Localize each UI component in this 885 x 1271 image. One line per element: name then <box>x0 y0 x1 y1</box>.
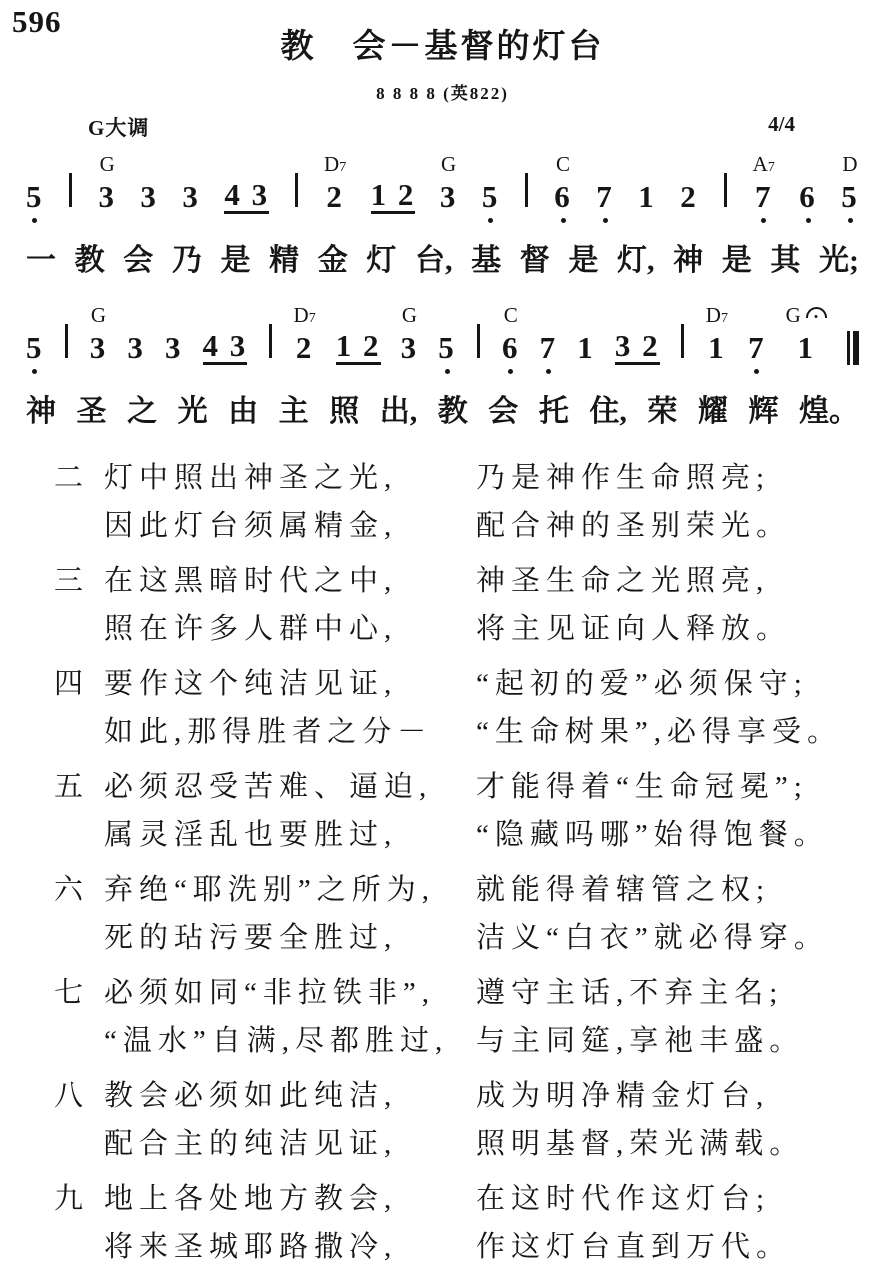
verse-line <box>104 914 857 962</box>
notation-row <box>26 146 859 227</box>
lyric-syllable: 金 <box>317 244 348 277</box>
verse-number: 二 <box>54 462 84 494</box>
barline <box>722 146 728 227</box>
note: 1 <box>638 179 656 214</box>
note: G 3 <box>400 303 419 365</box>
lyric-syllable: 会 <box>488 395 519 428</box>
lyric-syllable: 乃 <box>171 244 202 277</box>
note: 3 <box>127 330 145 365</box>
verse <box>54 969 857 1065</box>
verse-text-right: 将主见证向人释放。 <box>476 613 792 645</box>
lyric-syllable: 台, <box>415 244 453 277</box>
verse-text-left: 必须忍受苦难、逼迫, <box>104 771 433 803</box>
note: C 6 <box>502 303 520 378</box>
verse-text-right: 作这灯台直到万代。 <box>476 1231 792 1263</box>
verse-lines <box>104 557 857 653</box>
lyric-syllable: 荣 <box>647 395 678 428</box>
verse-text-left: 地上各处地方教会, <box>104 1183 398 1215</box>
lyric-syllable: 托 <box>538 395 569 428</box>
lyric-syllable: 煌。 <box>798 395 859 428</box>
verse-text-right: 与主同筵,享祂丰盛。 <box>476 1025 805 1057</box>
verse-text-left: 属灵淫乱也要胜过, <box>104 819 398 851</box>
lyrics-row <box>26 235 859 279</box>
verse-text-right: 照明基督,荣光满载。 <box>476 1128 805 1160</box>
barline <box>267 297 273 378</box>
verse-text-left: 要作这个纯洁见证, <box>104 668 398 700</box>
lyric-syllable: 灯, <box>617 244 655 277</box>
verse-number: 三 <box>54 565 84 597</box>
verse-line <box>104 811 857 859</box>
barline <box>476 297 482 378</box>
note: 5 <box>26 152 44 227</box>
page-title: 教 会－基督的灯台 <box>280 29 605 65</box>
chord-symbol: G <box>441 152 457 176</box>
barline <box>680 297 686 378</box>
lyric-syllable: 督 <box>519 244 550 277</box>
music-system-1 <box>26 146 859 279</box>
lyric-syllable: 精 <box>269 244 300 277</box>
lyric-syllable: 照 <box>329 395 360 428</box>
note: 1 2 <box>335 328 381 363</box>
note: 3 <box>140 179 158 214</box>
note: G 3 <box>439 152 458 214</box>
verse-text-left: 死的玷污要全胜过, <box>104 922 398 954</box>
verse-lines <box>104 454 857 550</box>
verse-text-right: “生命树果”,必得享受。 <box>476 716 842 748</box>
verse-text-left: 将来圣城耶路撒冷, <box>104 1231 398 1263</box>
verse-text-left: 如此,那得胜者之分－ <box>104 716 433 748</box>
note: 4 3 <box>224 177 270 212</box>
notation-row <box>26 297 859 378</box>
lyric-syllable: 耀 <box>697 395 728 428</box>
verse <box>54 454 857 550</box>
verse-text-right: 就能得着辖管之权; <box>476 874 771 906</box>
verse-text-left: 照在许多人群中心, <box>104 613 398 645</box>
lyric-syllable: 神 <box>26 395 56 428</box>
verse-text-left: 配合主的纯洁见证, <box>104 1128 398 1160</box>
note: 1 <box>577 330 595 365</box>
verse-line <box>104 660 857 708</box>
verse-number: 九 <box>54 1183 84 1215</box>
music-system-2 <box>26 297 859 430</box>
verse-line <box>104 1017 857 1065</box>
note: 3 <box>182 179 200 214</box>
note: 3 <box>164 330 183 365</box>
verse <box>54 660 857 756</box>
note: 1 2 <box>370 177 416 212</box>
note: A7 7 <box>753 152 775 227</box>
verse-line <box>104 1072 857 1120</box>
note: 4 3 <box>202 328 248 363</box>
verse-text-left: 教会必须如此纯洁, <box>104 1080 398 1112</box>
lyric-syllable: 教 <box>437 395 468 428</box>
barline <box>64 297 70 378</box>
note: 5 <box>26 303 44 378</box>
note: 3 2 <box>614 328 660 363</box>
lyric-syllable: 神 <box>673 244 704 277</box>
note: G 1 <box>786 303 827 378</box>
time-signature: 4/4 <box>768 112 795 136</box>
note: 7 <box>748 303 766 378</box>
verse-lines <box>104 866 857 962</box>
verse-lines <box>104 660 857 756</box>
note: C 6 <box>554 152 572 227</box>
chord-symbol: D7 <box>324 152 347 176</box>
verse-line <box>104 866 857 914</box>
verse-text-left: 灯中照出神圣之光, <box>104 462 398 494</box>
key-signature: G大调 <box>88 116 150 140</box>
verse-line <box>104 502 857 550</box>
lyric-syllable: 由 <box>228 395 259 428</box>
verse <box>54 1175 857 1271</box>
lyric-syllable: 其 <box>770 244 801 277</box>
lyric-syllable: 光; <box>819 244 859 277</box>
chord-symbol: G <box>90 303 107 327</box>
verse-text-right: 遵守主话,不弃主名; <box>476 977 784 1009</box>
verse-text-left: 因此灯台须属精金, <box>104 510 398 542</box>
final-barline <box>847 304 859 378</box>
note: D7 2 <box>293 303 316 365</box>
note: 5 <box>438 303 456 378</box>
verse-line <box>104 1120 857 1168</box>
note: D7 1 <box>705 303 728 365</box>
hymn-number: 596 <box>12 4 62 39</box>
chord-symbol: D <box>842 152 858 176</box>
note: 7 <box>596 152 614 227</box>
verse-line <box>104 708 857 756</box>
verse-line <box>104 605 857 653</box>
verse-text-right: 洁义“白衣”就必得穿。 <box>476 922 829 954</box>
lyric-syllable: 圣 <box>76 395 107 428</box>
verse-text-right: 成为明净精金灯台, <box>476 1080 770 1112</box>
chord-symbol: C <box>503 303 518 327</box>
verse-number: 六 <box>54 874 84 906</box>
lyric-syllable: 主 <box>278 395 309 428</box>
note: D 5 <box>841 152 859 227</box>
chord-symbol: D7 <box>705 303 728 327</box>
verse <box>54 557 857 653</box>
verse-text-right: “起初的爱”必须保守; <box>476 668 808 700</box>
note: 5 <box>482 152 500 227</box>
verse-lines <box>104 1072 857 1168</box>
verse <box>54 1072 857 1168</box>
note: G 3 <box>89 303 108 365</box>
chord-symbol: A7 <box>752 152 775 176</box>
lyric-syllable: 教 <box>74 244 105 277</box>
verse-number: 一 <box>26 244 56 277</box>
verse-text-right: 在这时代作这灯台; <box>476 1183 771 1215</box>
verse-lines <box>104 763 857 859</box>
verse-text-right: “隐藏吗哪”始得饱餐。 <box>476 819 829 851</box>
verse-text-left: “温水”自满,尽都胜过, <box>104 1025 449 1057</box>
verse <box>54 763 857 859</box>
verse-lines <box>104 969 857 1065</box>
verse-text-right: 神圣生命之光照亮, <box>476 565 770 597</box>
note: 6 <box>799 152 817 227</box>
lyric-syllable: 之 <box>127 395 158 428</box>
chord-symbol: G <box>99 152 115 176</box>
verse-line <box>104 763 857 811</box>
verse-number: 七 <box>54 977 84 1009</box>
verse-line <box>104 1223 857 1271</box>
verse-text-left: 必须如同“非拉铁非”, <box>104 977 435 1009</box>
verse-text-right: 乃是神作生命照亮; <box>476 462 771 494</box>
barline <box>68 146 74 227</box>
key-time-row <box>0 112 885 142</box>
verse-line <box>104 557 857 605</box>
verse-text-left: 在这黑暗时代之中, <box>104 565 398 597</box>
verse-line <box>104 969 857 1017</box>
verse <box>54 866 857 962</box>
verse-number: 八 <box>54 1080 84 1112</box>
chord-symbol: G <box>786 303 827 330</box>
verse-text-left: 弃绝“耶洗别”之所为, <box>104 874 435 906</box>
chord-symbol: G <box>401 303 417 327</box>
barline <box>294 146 300 227</box>
verse-line <box>104 1175 857 1223</box>
lyrics-row <box>26 386 859 430</box>
chord-symbol: D7 <box>293 303 316 327</box>
lyric-syllable: 是 <box>568 244 599 277</box>
verse-text-right: 才能得着“生命冠冕”; <box>476 771 808 803</box>
verse-line <box>104 454 857 502</box>
note: G 3 <box>98 152 116 214</box>
barline <box>524 146 530 227</box>
lyric-syllable: 光 <box>177 395 208 428</box>
meter-label: 8 8 8 8 (英822) <box>376 84 509 103</box>
verses-section <box>54 454 857 1271</box>
lyric-syllable: 会 <box>123 244 154 277</box>
verse-text-right: 配合神的圣别荣光。 <box>476 510 792 542</box>
verse-number: 五 <box>54 771 84 803</box>
lyric-syllable: 出, <box>379 395 418 428</box>
lyric-syllable: 是 <box>220 244 251 277</box>
chord-symbol: C <box>556 152 571 176</box>
lyric-syllable: 是 <box>721 244 752 277</box>
verse-number: 四 <box>54 668 84 700</box>
fermata-icon <box>806 307 827 318</box>
note: 2 <box>680 179 698 214</box>
lyric-syllable: 辉 <box>748 395 779 428</box>
note: 7 <box>540 303 558 378</box>
lyric-syllable: 住, <box>589 395 627 428</box>
note: D7 2 <box>324 152 347 214</box>
lyric-syllable: 基 <box>471 244 502 277</box>
verse-lines <box>104 1175 857 1271</box>
lyric-syllable: 灯 <box>366 244 397 277</box>
